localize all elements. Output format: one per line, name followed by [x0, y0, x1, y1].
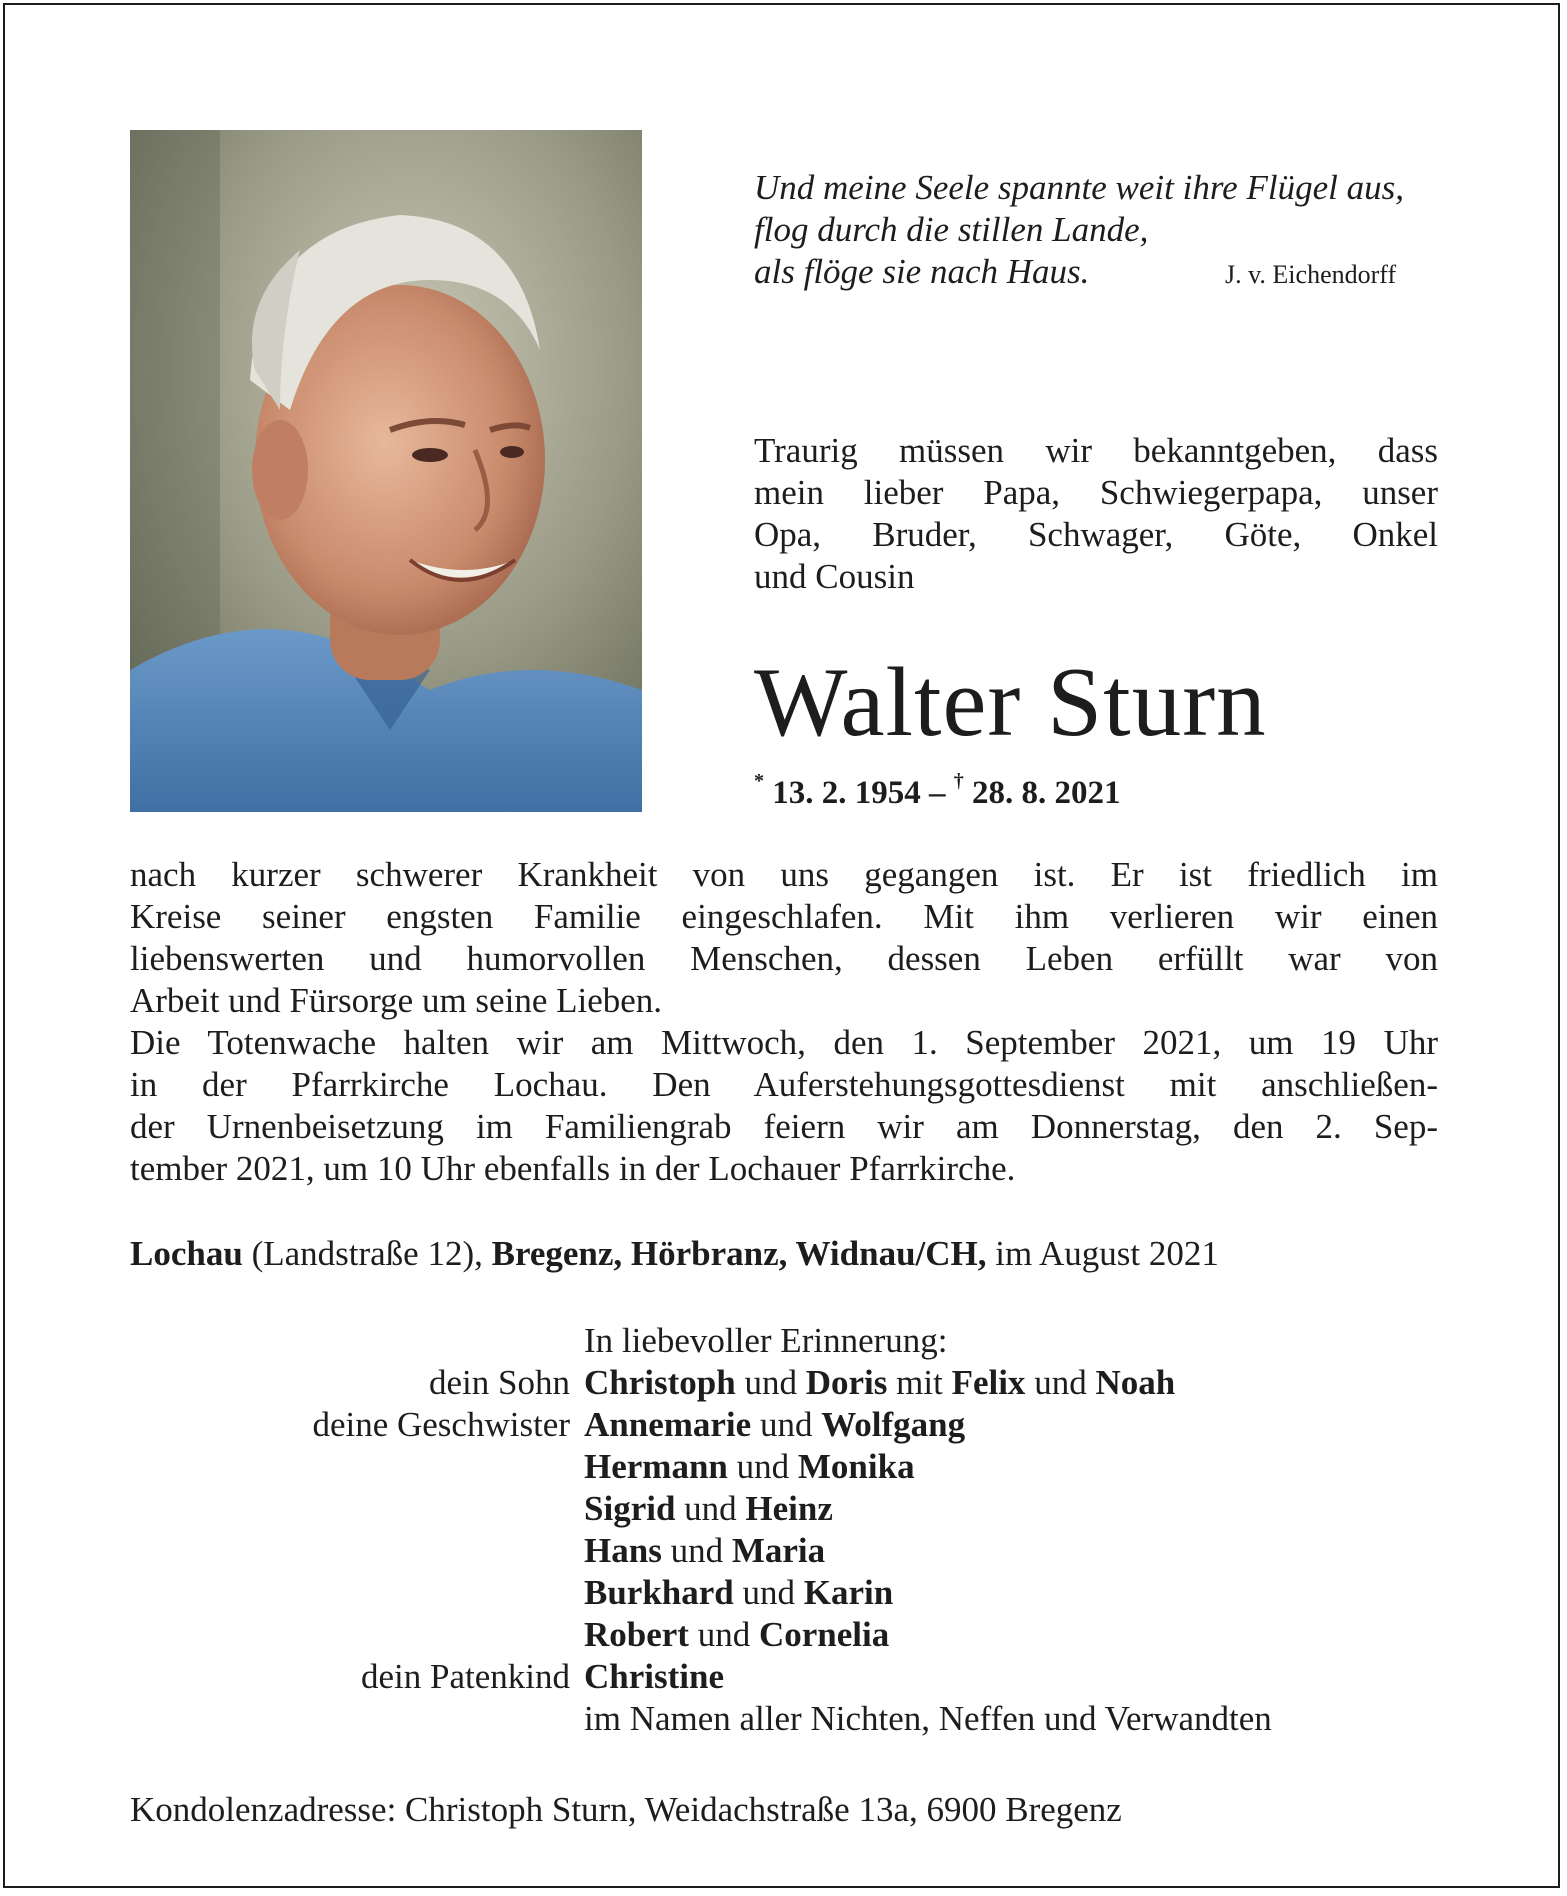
- paragraph-illness: [130, 854, 1438, 1022]
- mourners-list: [0, 1320, 1567, 1740]
- intro-line: Opa, Bruder, Schwager, Göte, Onkel: [754, 515, 1438, 554]
- mourners-heading: In liebevoller Erinnerung:: [584, 1321, 948, 1360]
- place-date-line: [130, 1234, 1450, 1274]
- mourner-names: Christoph und Doris mit Felix und Noah: [584, 1363, 1176, 1402]
- death-date: 28. 8. 2021: [972, 775, 1121, 811]
- mourner-names: Hermann und Monika: [584, 1447, 915, 1486]
- body-line: liebenswerten und humorvollen Menschen, dessen Leben erfüllt war von: [130, 939, 1438, 978]
- place-others: Bregenz, Hörbranz, Widnau/CH,: [491, 1234, 987, 1273]
- quote-line: als flöge sie nach Haus.: [754, 252, 1090, 291]
- place-primary: Lochau: [130, 1234, 243, 1273]
- quote-line: Und meine Seele spannte weit ihre Flügel aus,: [754, 168, 1404, 207]
- mourner-names: Christine: [584, 1657, 724, 1696]
- body-line: Die Totenwache halten wir am Mittwoch, den 1. September 2021, um 19 Uhr: [130, 1023, 1438, 1062]
- quote-author: J. v. Eichendorff: [1225, 260, 1397, 289]
- date-separator: –: [920, 775, 954, 811]
- portrait-photo: [130, 130, 642, 812]
- life-dates: [754, 770, 1121, 812]
- quote-line: flog durch die stillen Lande,: [754, 210, 1149, 249]
- paragraph-services: [130, 1022, 1438, 1190]
- deceased-name: Walter Sturn: [754, 648, 1267, 757]
- place-date: im August 2021: [986, 1234, 1219, 1273]
- death-mark: †: [953, 770, 964, 792]
- birth-date: 13. 2. 1954: [772, 775, 921, 811]
- intro-line: Traurig müssen wir bekanntgeben, dass: [754, 431, 1438, 470]
- body-line: Kreise seiner engsten Familie eingeschlafen. Mit ihm verlieren wir einen: [130, 897, 1438, 936]
- announcement-body: [130, 854, 1438, 1190]
- body-line: tember 2021, um 10 Uhr ebenfalls in der Lochauer Pfarrkirche.: [130, 1149, 1016, 1188]
- condolence-address: Kondolenzadresse: Christoph Sturn, Weidachstraße 13a, 6900 Bregenz: [130, 1790, 1122, 1829]
- mourner-names: Burkhard und Karin: [584, 1573, 894, 1612]
- body-line: nach kurzer schwerer Krankheit von uns gegangen ist. Er ist friedlich im: [130, 855, 1438, 894]
- intro-line: mein lieber Papa, Schwiegerpapa, unser: [754, 473, 1438, 512]
- mourner-names: Annemarie und Wolfgang: [584, 1405, 966, 1444]
- relation-label: dein Patenkind: [361, 1657, 570, 1696]
- mourner-names: Sigrid und Heinz: [584, 1489, 833, 1528]
- mourner-names: Robert und Cornelia: [584, 1615, 890, 1654]
- mourners-closing: im Namen aller Nichten, Neffen und Verwandten: [584, 1699, 1272, 1738]
- intro-text: [754, 430, 1438, 598]
- body-line: Arbeit und Fürsorge um seine Lieben.: [130, 981, 663, 1020]
- relation-label: dein Sohn: [429, 1363, 570, 1402]
- body-line: der Urnenbeisetzung im Familiengrab feiern wir am Donnerstag, den 2. Sep-: [130, 1107, 1438, 1146]
- birth-mark: *: [754, 770, 764, 792]
- intro-line: und Cousin: [754, 557, 915, 596]
- relation-label: deine Geschwister: [312, 1405, 570, 1444]
- body-line: in der Pfarrkirche Lochau. Den Auferstehungsgottesdienst mit anschließen-: [130, 1065, 1438, 1104]
- place-address: (Landstraße 12),: [242, 1234, 492, 1273]
- mourner-names: Hans und Maria: [584, 1531, 826, 1570]
